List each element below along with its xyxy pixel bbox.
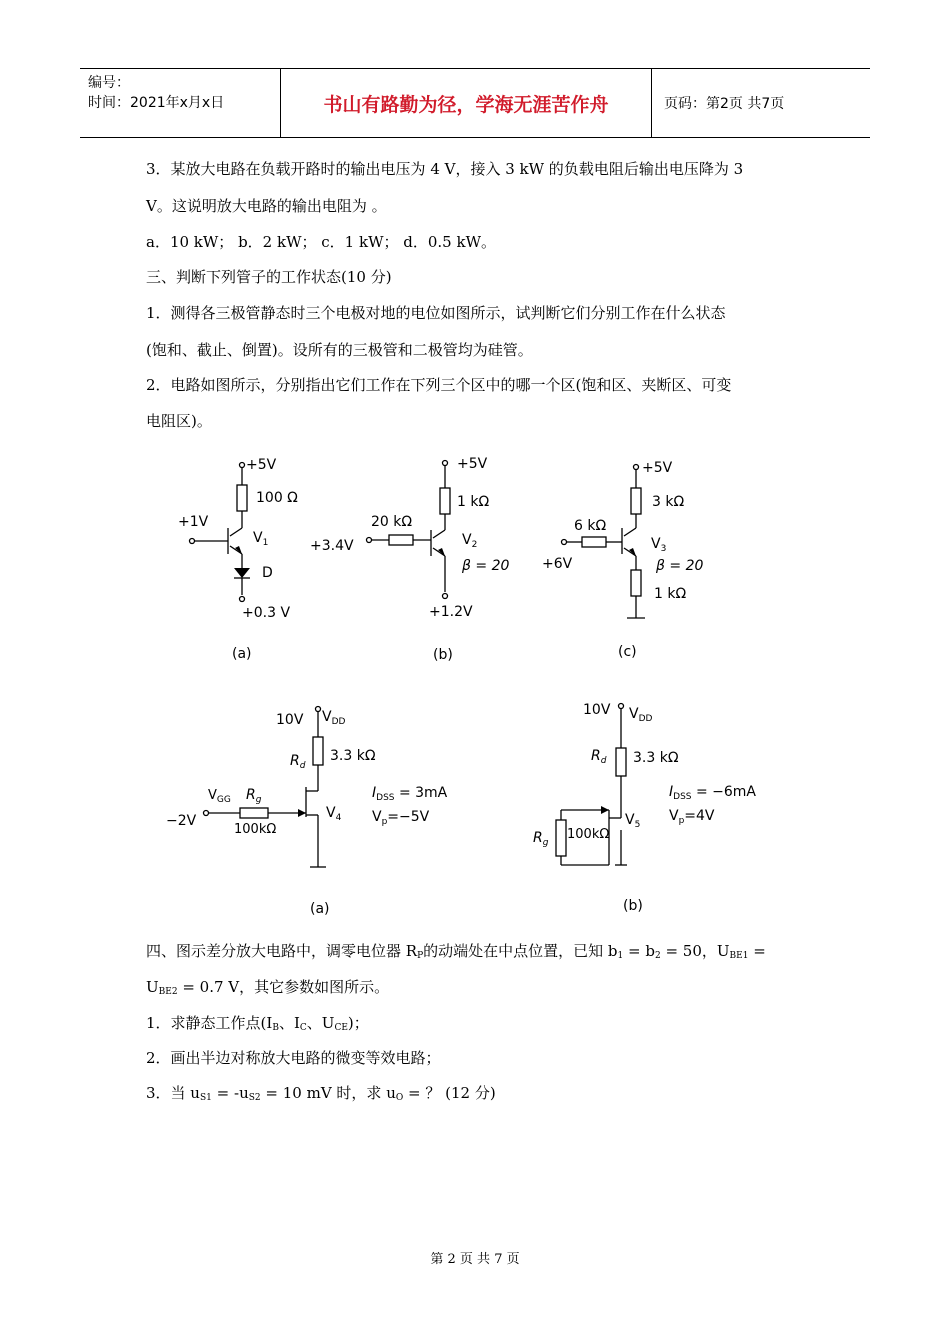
fig-e-vdd: $V_{DD}$ — [629, 706, 653, 724]
circuit-fig-b — [305, 450, 525, 670]
fig-d-vgg-value: −2V — [166, 813, 197, 829]
fig-c-re: 1 kΩ — [654, 586, 687, 602]
s4-q3: 3．当 $u_{S1} = -u_{S2} = 10$ mV 时，求 $u_O$ = ？ (12 分) — [146, 1084, 496, 1103]
s3-q2-line2: 电阻区)。 — [146, 412, 212, 430]
doc-date-label: 时间：2021年x月x日 — [88, 95, 225, 111]
circuit-fig-c — [538, 450, 738, 670]
fig-a-resistor: 100 Ω — [256, 490, 298, 506]
fig-a-diode-label: D — [262, 565, 273, 581]
fig-e-rg: $R_g$ — [533, 830, 549, 848]
fig-a-vout: +0.3 V — [242, 605, 291, 621]
s3-q1-line1: 1．测得各三极管静态时三个电极对地的电位如图所示，试判断它们分别工作在什么状态 — [146, 304, 726, 322]
q3-options: a．10 kW； b．2 kW； c．1 kW； d．0.5 kW。 — [146, 233, 496, 251]
s3-q1-line2: (饱和、截止、倒置)。设所有的三极管和二极管均为硅管。 — [146, 341, 533, 359]
fig-c-rb: 6 kΩ — [574, 518, 607, 534]
fig-c-vcc: +5V — [642, 460, 673, 476]
fig-d-vdd-value: 10V — [276, 712, 304, 728]
doc-number-label: 编号： — [88, 75, 130, 91]
fig-b-caption: (b) — [433, 647, 453, 663]
circuit-fig-d — [160, 695, 490, 925]
fig-d-idss: $I_{DSS} = 3mA$ — [372, 785, 448, 803]
fig-d-vgg: $V_{GG}$ — [208, 788, 231, 805]
fig-b-beta: β = 20 — [462, 558, 510, 574]
header-motto: 书山有路勤为径，学海无涯苦作舟 — [280, 69, 652, 137]
header-page-info: 页码：第2页 共7页 — [664, 96, 785, 112]
s4-q1: 1．求静态工作点($I_B$、$I_C$、$U_{CE}$)； — [146, 1014, 369, 1033]
fig-a-vcc: +5V — [246, 457, 277, 473]
fig-c-rc: 3 kΩ — [652, 494, 685, 510]
s4-q2: 2．画出半边对称放大电路的微变等效电路； — [146, 1049, 441, 1067]
fig-d-rd-value: 3.3 kΩ — [330, 748, 376, 764]
fig-d-rg: $R_g$ — [246, 787, 262, 805]
page-header — [80, 68, 870, 138]
fig-e-transistor: $V_5$ — [625, 812, 641, 830]
fig-a-caption: (a) — [232, 646, 252, 662]
section4-line1: 四、图示差分放大电路中，调零电位器 $R_P$的动端处在中点位置，已知 $b_1 = b_2 = 50$，$U_{BE1}$ = — [146, 942, 766, 961]
fig-b-transistor: $V_2$ — [462, 532, 478, 550]
fig-d-caption: (a) — [310, 901, 330, 917]
s3-q2-line1: 2．电路如图所示，分别指出它们工作在下列三个区中的哪一个区(饱和区、夹断区、可变 — [146, 376, 732, 394]
fig-a-vin: +1V — [178, 514, 209, 530]
fig-e-vdd-value: 10V — [583, 702, 611, 718]
fig-b-vin: +3.4V — [310, 538, 354, 554]
fig-e-rd-value: 3.3 kΩ — [633, 750, 679, 766]
fig-e-rd: $R_d$ — [591, 748, 607, 766]
fig-e-rg-value: 100kΩ — [567, 827, 610, 842]
fig-c-transistor: $V_3$ — [651, 536, 667, 554]
fig-b-ve: +1.2V — [429, 604, 473, 620]
fig-d-rd: $R_d$ — [290, 753, 306, 771]
fig-d-rg-value: 100kΩ — [234, 822, 277, 837]
fig-b-rb: 20 kΩ — [371, 514, 413, 530]
section4-line2: $U_{BE2} = 0.7$ V，其它参数如图所示。 — [146, 978, 390, 997]
fig-e-idss: $I_{DSS} = -6mA$ — [669, 784, 756, 802]
fig-a-transistor: $V_1$ — [253, 530, 269, 548]
page-footer: 第 2 页 共 7 页 — [430, 1252, 520, 1267]
fig-c-beta: β = 20 — [656, 558, 704, 574]
fig-e-caption: (b) — [623, 898, 643, 914]
fig-b-vcc: +5V — [457, 456, 488, 472]
q3-line1: 3．某放大电路在负载开路时的输出电压为 4 V，接入 3 kW 的负载电阻后输出电压降为 3 — [146, 160, 744, 178]
section3-title: 三、判断下列管子的工作状态(10 分) — [146, 268, 392, 286]
fig-b-rc: 1 kΩ — [457, 494, 490, 510]
circuit-fig-a — [150, 450, 320, 670]
fig-c-vin: +6V — [542, 556, 573, 572]
fig-d-vp: $V_p=-5V$ — [372, 809, 430, 827]
fig-e-vp: $V_p=4V$ — [669, 808, 715, 826]
circuit-fig-e — [525, 690, 795, 920]
header-info — [80, 69, 280, 137]
fig-d-transistor: $V_4$ — [326, 805, 342, 823]
q3-line2: V。这说明放大电路的输出电阻为 。 — [146, 197, 387, 215]
fig-d-vdd: $V_{DD}$ — [322, 709, 346, 727]
fig-c-caption: (c) — [618, 644, 637, 660]
